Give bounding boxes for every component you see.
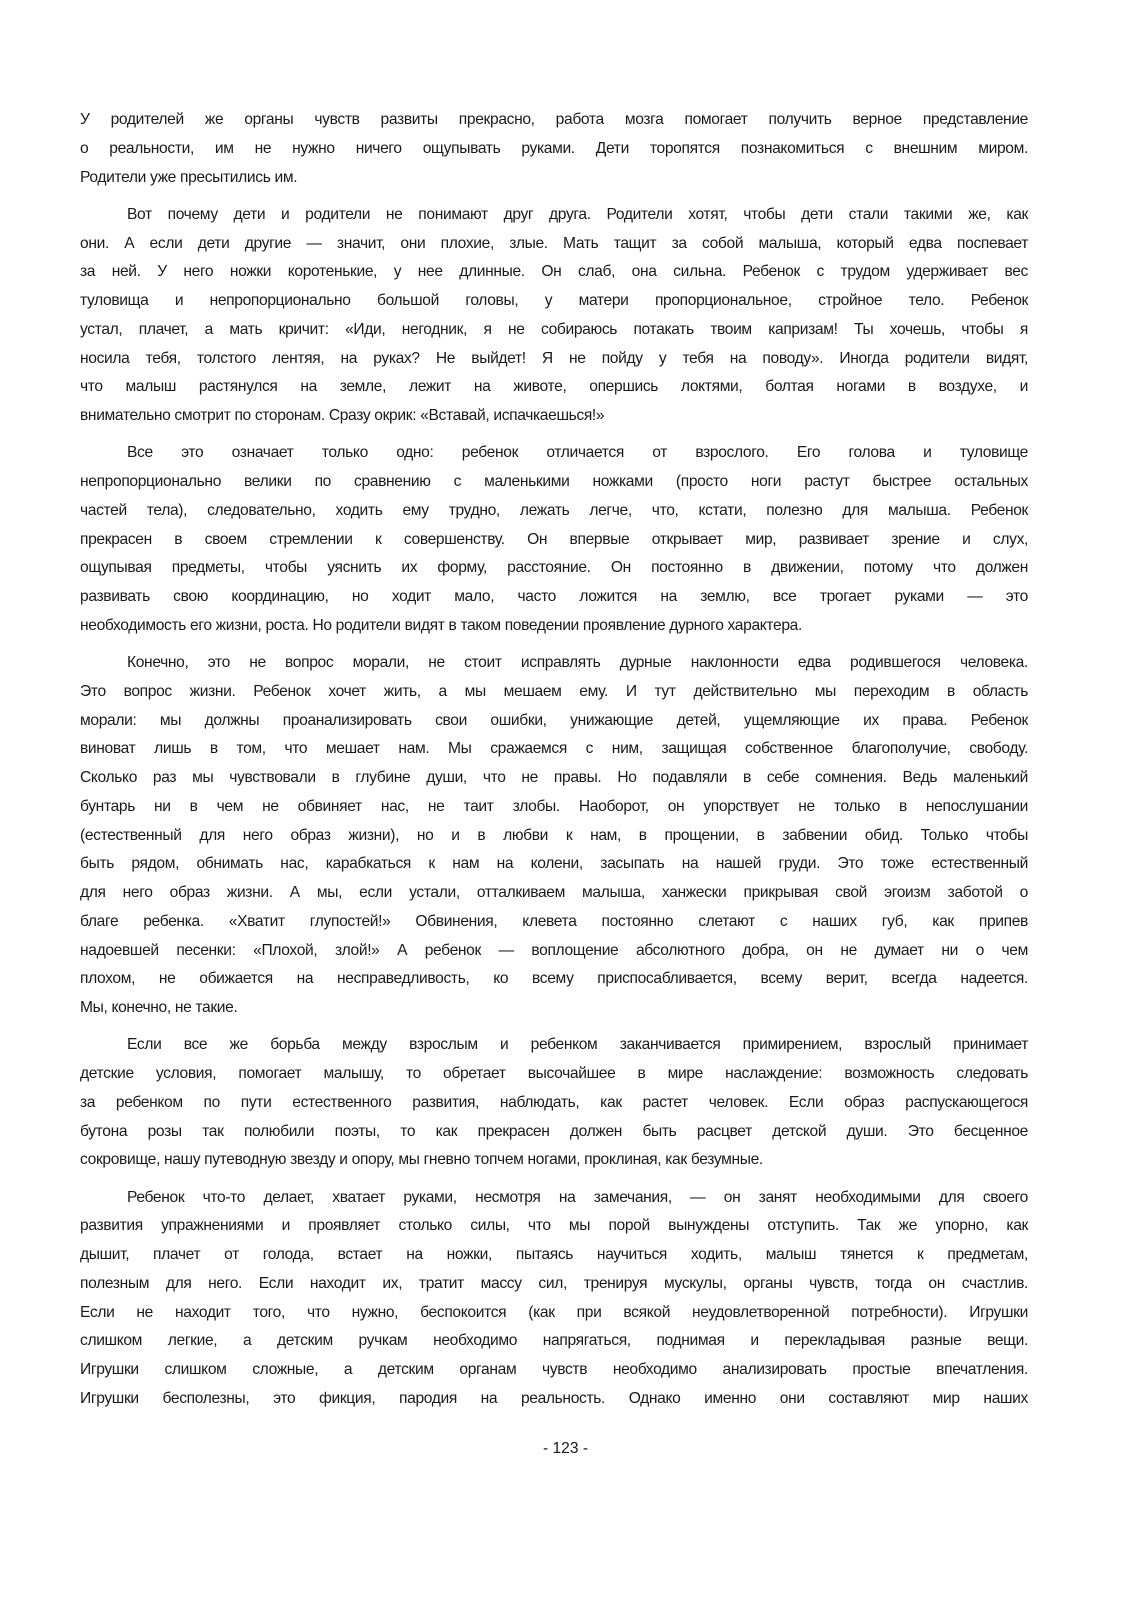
text-line: Конечно, это не вопрос морали, не стоит исправлять дурные наклонности едва родившегося человека. [127, 654, 1028, 671]
text-line: бутона розы так полюбили поэты, то как прекрасен должен быть расцвет детской души. Это бесценное [80, 1122, 1028, 1140]
text-line: носила тебя, толстого лентяя, на руках? Не выйдет! Я не пойду у тебя на поводу». Иногда родители видят, [80, 349, 1028, 367]
text-line: полезным для него. Если находит их, тратит массу сил, тренируя мускулы, органы чувств, тогда он счастлив. [80, 1274, 1028, 1292]
text-line: (естественный для него образ жизни), но и в любви к нам, в прощении, в забвении обид. Только чтобы [80, 826, 1028, 844]
text-line: слишком легкие, а детским ручкам необходимо напрягаться, поднимая и перекладывая разные вещи. [80, 1332, 1028, 1350]
page-number: - 123 - [542, 1440, 589, 1457]
text-line: за ней. У него ножки коротенькие, у нее длинные. Он слаб, она сильна. Ребенок с трудом удерживает вес [80, 263, 1028, 281]
text-line: устал, плачет, а мать кричит: «Иди, негодник, я не собираюсь потакать твоим капризам! Ты хочешь, чтобы я [80, 320, 1028, 338]
text-line: непропорционально велики по сравнению с маленькими ножками (просто ноги растут быстрее остальных [80, 473, 1028, 490]
paragraph [80, 439, 1028, 640]
text-line: сокровище, нашу путеводную звезду и опору, мы гневно топчем ногами, проклиная, как безумные. [80, 1151, 763, 1169]
text-line: Сколько раз мы чувствовали в глубине души, что не правы. Но подавляли в себе сомнения. Ведь маленький [80, 769, 1028, 786]
text-line: виноват лишь в том, что мешает нам. Мы сражаемся с ним, защищая собственное благополучие, свободу. [80, 740, 1028, 758]
text-line: они. А если дети другие — значит, они плохие, злые. Мать тащит за собой малыша, который едва поспевает [80, 234, 1028, 252]
paragraph [80, 106, 1028, 192]
text-line: Если не находит того, что нужно, беспокоится (как при всякой неудовлетворенной потребности). Игрушки [80, 1303, 1028, 1321]
text-line: У родителей же органы чувств развиты прекрасно, работа мозга помогает получить верное представление [80, 111, 1028, 128]
text-line: плохом, не обижается на несправедливость, ко всему приспосабливается, всему верит, всегда надеется. [80, 970, 1028, 988]
text-line: дышит, плачет от голода, встает на ножки, пытаясь научиться ходить, малыш тянется к предметам, [80, 1246, 1028, 1263]
text-line: о реальности, им не нужно ничего ощупывать руками. Дети торопятся познакомиться с внешним миром. [80, 139, 1028, 157]
text-line: прекрасен в своем стремлении к совершенству. Он впервые открывает мир, развивает зрение и слух, [80, 530, 1028, 548]
text-line: благе ребенка. «Хватит глупостей!» Обвинения, клевета постоянно слетают с наших губ, как припев [80, 912, 1028, 930]
text-line: морали: мы должны проанализировать свои ошибки, унижающие детей, ущемляющие их права. Ребенок [80, 711, 1028, 729]
paragraph [80, 649, 1028, 1023]
text-line: необходимость его жизни, роста. Но родители видят в таком поведении проявление дурного характера. [80, 616, 802, 634]
text-line: Мы, конечно, не такие. [80, 999, 238, 1016]
text-line: Родители уже пресытились им. [80, 168, 298, 186]
paragraph [80, 201, 1028, 431]
text-line: Все это означает только одно: ребенок отличается от взрослого. Его голова и туловище [127, 444, 1028, 462]
text-line: развития упражнениями и проявляет столько силы, что мы порой вынуждены отступить. Так же упорно, как [80, 1217, 1028, 1235]
text-line: ощупывая предметы, чтобы уяснить их форму, расстояние. Он постоянно в движении, потому что должен [80, 559, 1028, 577]
text-line: развивать свою координацию, но ходит мало, часто ложится на землю, все трогает руками — это [80, 588, 1028, 605]
text-line: для него образ жизни. А мы, если устали, отталкиваем малыша, ханжески прикрывая свой эгоизм заботой о [80, 884, 1028, 901]
text-line: Если все же борьба между взрослым и ребенком заканчивается примирением, взрослый принимает [127, 1036, 1028, 1054]
text-line: Вот почему дети и родители не понимают друг друга. Родители хотят, чтобы дети стали такими же, как [127, 205, 1028, 223]
text-line: Это вопрос жизни. Ребенок хочет жить, а мы мешаем ему. И тут действительно мы переходим в область [80, 682, 1028, 700]
paragraph [80, 1031, 1028, 1175]
text-line: Ребенок что-то делает, хватает руками, несмотря на замечания, — он занят необходимыми для своего [127, 1188, 1028, 1206]
text-line: Игрушки слишком сложные, а детским органам чувств необходимо анализировать простые впечатления. [80, 1361, 1028, 1378]
text-line: за ребенком по пути естественного развития, наблюдать, как растет человек. Если образ распускающегося [80, 1093, 1028, 1111]
text-line: быть рядом, обнимать нас, карабкаться к нам на колени, засыпать на нашей груди. Это тоже естественный [80, 855, 1028, 873]
document-body [80, 106, 1028, 1422]
text-line: детские условия, помогает малышу, то обретает высочайшее в мире наслаждение: возможность следовать [80, 1065, 1028, 1082]
text-line: что малыш растянулся на земле, лежит на животе, опершись локтями, болтая ногами в воздухе, и [80, 378, 1028, 396]
text-line: надоевшей песенки: «Плохой, злой!» А ребенок — воплощение абсолютного добра, он не думает ни о чем [80, 941, 1028, 959]
text-line: внимательно смотрит по сторонам. Сразу окрик: «Вставай, испачкаешься!» [80, 407, 605, 424]
text-line: бунтарь ни в чем не обвиняет нас, не таит злобы. Наоборот, он упорствует не только в непослушании [80, 797, 1028, 815]
text-line: Игрушки бесполезны, это фикция, пародия на реальность. Однако именно они составляют мир наших [80, 1389, 1028, 1407]
text-line: туловища и непропорционально большой головы, у матери пропорциональное, стройное тело. Ребенок [80, 292, 1028, 309]
paragraph [80, 1184, 1028, 1414]
text-line: частей тела), следовательно, ходить ему трудно, лежать легче, что, кстати, полезно для малыша. Ребенок [80, 501, 1028, 519]
